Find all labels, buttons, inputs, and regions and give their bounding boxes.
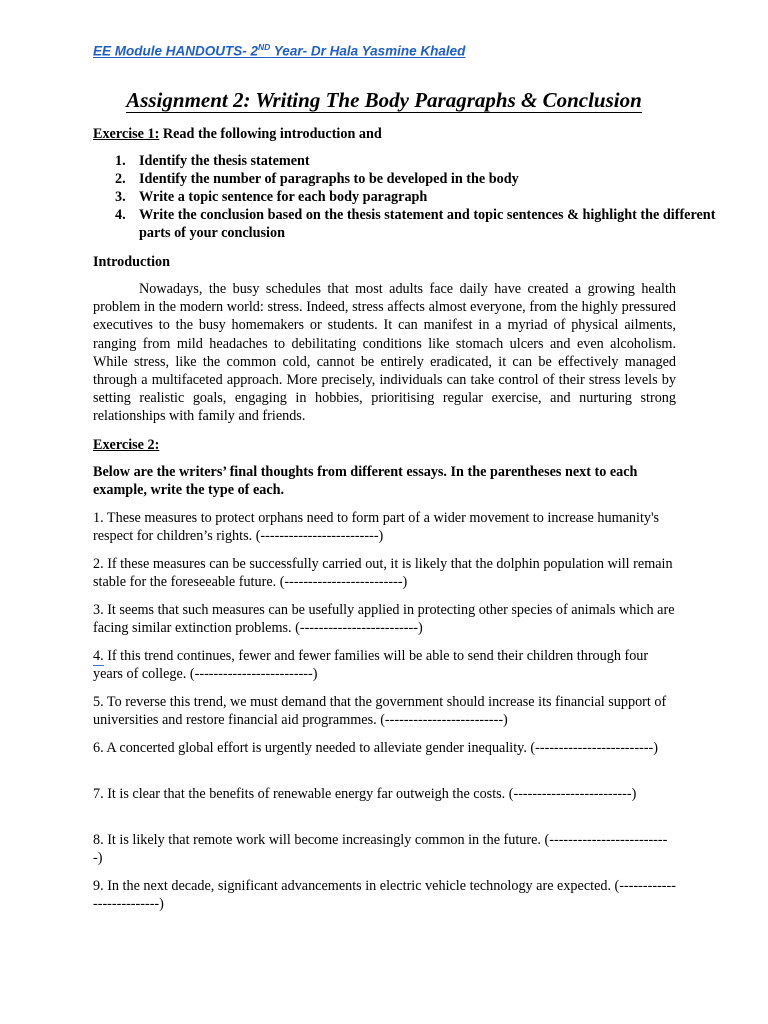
list-item: 8. It is likely that remote work will become increasingly common in the future. (--------------------------) [93, 832, 668, 866]
introduction-heading: Introduction [93, 254, 170, 270]
exercise1-instruction: Read the following introduction and [159, 126, 382, 142]
exercise1-heading [93, 125, 676, 143]
task-item: 2. Identify the number of paragraphs to be developed in the body [115, 171, 519, 187]
header-prefix: EE Module HANDOUTS- 2 [93, 43, 259, 59]
task-item: 3. Write a topic sentence for each body paragraph [115, 189, 428, 205]
list-item: 4. If this trend continues, fewer and fewer families will be able to send their children through four years of college. (-------------------------) [93, 648, 649, 682]
list-item: 3. It seems that such measures can be usefully applied in protecting other species of animals which are facing similar extinction problems. (-------------------------) [93, 602, 675, 636]
header-suffix: Year- Dr Hala Yasmine Khaled [270, 43, 466, 59]
exercise1-task-list [93, 152, 722, 242]
task-item: 1. Identify the thesis statement [115, 153, 310, 169]
exercise1-label: Exercise 1: [93, 126, 160, 142]
exercise2-instruction: Below are the writers’ final thoughts from different essays. In the parentheses next to each example, write the type of each. [93, 464, 638, 498]
assignment-title: Assignment 2: Writing The Body Paragraphs & Conclusion [126, 88, 642, 112]
list-item: 7. It is clear that the benefits of renewable energy far outweigh the costs. (-------------------------) [93, 786, 637, 802]
header-superscript: ND [258, 42, 271, 52]
page-header [93, 42, 465, 59]
list-item: 6. A concerted global effort is urgently needed to alleviate gender inequality. (-------------------------) [93, 740, 658, 756]
list-item: 2. If these measures can be successfully carried out, it is likely that the dolphin population will remain stable for the foreseeable future. (-------------------------) [93, 556, 673, 590]
list-item: 5. To reverse this trend, we must demand that the government should increase its financial support of universities and restore financial aid programmes. (-------------------------) [93, 694, 667, 728]
list-item: 1. These measures to protect orphans need to form part of a wider movement to increase humanity's respect for children’s rights. (-------------------------) [93, 510, 660, 544]
exercise2-label: Exercise 2: [93, 437, 160, 453]
introduction-paragraph: Nowadays, the busy schedules that most adults face daily have created a growing health problem in the modern world: stress. Indeed, stress affects almost everyone, from the highly pressured executives to the busy homemakers or students. It can manifest in a myriad of physical ailments, ranging from mild headaches to debilitating conditions like stomach ulcers and even alcoholism. While stress, like the common cold, cannot be entirely eradicated, it can be effectively managed through a multifaceted approach. More precisely, individuals can take control of their stress levels by setting realistic goals, engaging in hobbies, prioritising regular exercise, and nurturing strong relationships with family and friends. [93, 281, 676, 425]
task-item: 4. Write the conclusion based on the thesis statement and topic sentences & highlight the different parts of your conclusion [115, 207, 716, 241]
list-item: 9. In the next decade, significant advancements in electric vehicle technology are expected. (--------------------------) [93, 878, 676, 912]
